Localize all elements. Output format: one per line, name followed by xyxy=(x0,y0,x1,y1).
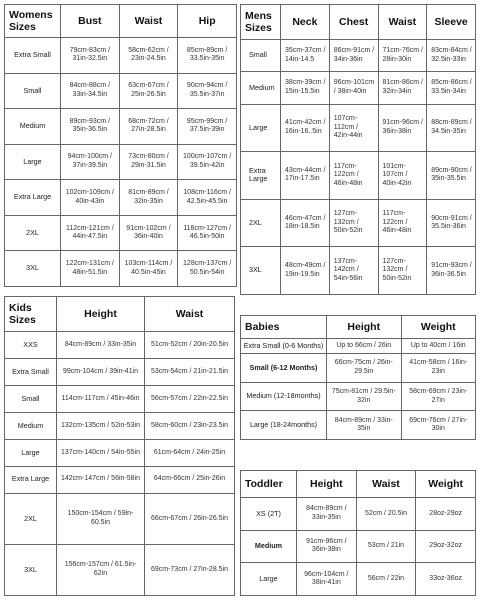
row-label: Large xyxy=(241,563,297,596)
row-label: 2XL xyxy=(5,215,61,251)
table-cell: 53cm-54cm / 21in-21.5in xyxy=(145,358,235,385)
row-label: Small xyxy=(5,73,61,109)
womens-header-hip: Hip xyxy=(178,5,237,38)
table-cell: 90cm-94cm / 35.5in-37in xyxy=(178,73,237,109)
womens-header-waist: Waist xyxy=(119,5,178,38)
table-row xyxy=(5,73,237,109)
table-cell: 95cm-99cm / 37.5in-39in xyxy=(178,109,237,145)
table-cell: 84cm-89cm / 33in-35in xyxy=(57,332,145,359)
mens-header-chest: Chest xyxy=(329,5,378,40)
table-cell: 81cm-89cm / 32in-35in xyxy=(119,180,178,216)
row-label: Large xyxy=(5,144,61,180)
table-cell: 88cm-89cm / 34.5in-35in xyxy=(427,104,476,152)
babies-header-height: Height xyxy=(327,316,402,339)
table-cell: 91cm-96cm / 36in-38in xyxy=(378,104,427,152)
table-cell: 108cm-116cm / 42.5in-45.5in xyxy=(178,180,237,216)
babies-size-table xyxy=(240,315,476,440)
kids-size-table xyxy=(4,296,235,596)
row-label: 3XL xyxy=(5,544,57,595)
table-cell: 128cm-137cm / 50.5in-54in xyxy=(178,251,237,287)
table-row xyxy=(5,439,235,466)
table-cell: 66cm-75cm / 26in-29.5in xyxy=(327,354,402,383)
row-label: Medium xyxy=(241,530,297,563)
table-row xyxy=(5,144,237,180)
babies-title: Babies xyxy=(241,316,327,339)
table-cell: Up to 40cm / 16in xyxy=(401,339,476,354)
table-cell: 48cm-49cm / 19in-19.5in xyxy=(281,247,330,295)
row-label: Extra Small (0-6 Months) xyxy=(241,339,327,354)
toddler-header-height: Height xyxy=(297,471,357,498)
table-cell: 137cm-142cm / 54in-56in xyxy=(329,247,378,295)
row-label: 2XL xyxy=(241,199,281,247)
table-row xyxy=(5,493,235,544)
table-cell: 103cm-114cm / 40.5in-45in xyxy=(119,251,178,287)
table-cell: 58cm-69cm / 23in-27in xyxy=(401,382,476,411)
table-row xyxy=(5,385,235,412)
table-cell: 94cm-100cm / 37in-39.5in xyxy=(61,144,120,180)
table-cell: 56cm-57cm / 22in-22.5in xyxy=(145,385,235,412)
table-cell: 142cm-147cm / 56in-58in xyxy=(57,466,145,493)
table-cell: 127cm-132cm / 50in-52in xyxy=(378,247,427,295)
table-cell: 73cm-80cm / 29in-31.5in xyxy=(119,144,178,180)
table-cell: 91cm-102cm / 36in-40in xyxy=(119,215,178,251)
row-label: Large xyxy=(5,439,57,466)
kids-title: Kids Sizes xyxy=(5,297,57,332)
table-cell: Up to 66cm / 26in xyxy=(327,339,402,354)
table-cell: 69cm-76cm / 27in-30in xyxy=(401,411,476,440)
table-cell: 63cm-67cm / 25in-26.5in xyxy=(119,73,178,109)
row-label: XS (2T) xyxy=(241,498,297,531)
table-row xyxy=(241,104,476,152)
toddler-size-table xyxy=(240,470,476,596)
table-cell: 51cm-52cm / 20in-20.5in xyxy=(145,332,235,359)
table-row xyxy=(241,152,476,200)
table-cell: 53cm / 21in xyxy=(356,530,416,563)
table-cell: 96cm-101cm / 38in-40in xyxy=(329,72,378,104)
table-cell: 41cm-42cm / 16in-16..5in xyxy=(281,104,330,152)
table-cell: 132cm-135cm / 52in-53in xyxy=(57,412,145,439)
kids-header-waist: Waist xyxy=(145,297,235,332)
table-cell: 85cm-89cm / 33.5in-35in xyxy=(178,38,237,74)
table-cell: 91cm-93cm / 36in-36.5in xyxy=(427,247,476,295)
mens-header-waist: Waist xyxy=(378,5,427,40)
table-cell: 35cm-37cm / 14in-14.5 xyxy=(281,40,330,72)
table-row xyxy=(5,180,237,216)
table-cell: 38cm-39cm / 15in-15.5in xyxy=(281,72,330,104)
table-row xyxy=(5,38,237,74)
table-cell: 29oz-32oz xyxy=(416,530,476,563)
table-row xyxy=(5,466,235,493)
table-cell: 102cm-109cm / 40in-43in xyxy=(61,180,120,216)
row-label: Extra Small xyxy=(5,358,57,385)
mens-size-table xyxy=(240,4,476,295)
table-cell: 91cm-96cm / 36in-38in xyxy=(297,530,357,563)
table-cell: 156cm-157cm / 61.5in-62in xyxy=(57,544,145,595)
mens-header-neck: Neck xyxy=(281,5,330,40)
table-row xyxy=(241,247,476,295)
table-cell: 83cm-84cm / 32.5in-33in xyxy=(427,40,476,72)
row-label: 3XL xyxy=(241,247,281,295)
row-label: Extra Small xyxy=(5,38,61,74)
table-row xyxy=(241,382,476,411)
table-row xyxy=(241,354,476,383)
table-cell: 84cm-89cm / 33in-35in xyxy=(297,498,357,531)
table-row xyxy=(5,412,235,439)
row-label: Medium xyxy=(5,412,57,439)
row-label: Medium xyxy=(5,109,61,145)
row-label: Large (18-24months) xyxy=(241,411,327,440)
table-row xyxy=(5,544,235,595)
table-cell: 58cm-60cm / 23in-23.5in xyxy=(145,412,235,439)
table-row xyxy=(241,530,476,563)
table-cell: 69cm-73cm / 27in-28.5in xyxy=(145,544,235,595)
table-cell: 84cm-88cm / 33in-34.5in xyxy=(61,73,120,109)
row-label: Extra Large xyxy=(5,466,57,493)
table-cell: 81cm-86cm / 32in-34in xyxy=(378,72,427,104)
table-cell: 101cm-107cm / 40in-42in xyxy=(378,152,427,200)
table-cell: 107cm-112cm / 42in-44in xyxy=(329,104,378,152)
table-cell: 127cm-132cm / 50in-52in xyxy=(329,199,378,247)
mens-header-sleeve: Sleeve xyxy=(427,5,476,40)
table-cell: 68cm-72cm / 27in-28.5in xyxy=(119,109,178,145)
table-cell: 96cm-104cm / 38in-41in xyxy=(297,563,357,596)
table-row xyxy=(241,199,476,247)
table-cell: 52cm / 20.5in xyxy=(356,498,416,531)
table-cell: 58cm-62cm / 23in-24.5in xyxy=(119,38,178,74)
table-row xyxy=(241,498,476,531)
table-cell: 90cm-91cm / 35.5in-36in xyxy=(427,199,476,247)
table-cell: 150cm-154cm / 59in-60.5in xyxy=(57,493,145,544)
table-row xyxy=(241,40,476,72)
table-cell: 61cm-64cm / 24in-25in xyxy=(145,439,235,466)
table-cell: 117cm-122cm / 46in-48in xyxy=(378,199,427,247)
table-cell: 43cm-44cm / 17in-17.5in xyxy=(281,152,330,200)
table-cell: 79cm-83cm / 31in-32.5in xyxy=(61,38,120,74)
row-label: Medium (12-18months) xyxy=(241,382,327,411)
table-cell: 46cm-47cm / 18in-18.5in xyxy=(281,199,330,247)
row-label: Large xyxy=(241,104,281,152)
table-cell: 85cm-86cm / 33.5in-34in xyxy=(427,72,476,104)
table-cell: 112cm-121cm / 44in-47.5in xyxy=(61,215,120,251)
row-label: Small xyxy=(241,40,281,72)
table-row xyxy=(5,215,237,251)
table-row xyxy=(5,358,235,385)
toddler-title: Toddler xyxy=(241,471,297,498)
table-row xyxy=(241,339,476,354)
babies-header-weight: Weight xyxy=(401,316,476,339)
row-label: Extra Large xyxy=(5,180,61,216)
row-label: 3XL xyxy=(5,251,61,287)
table-cell: 64cm-66cm / 25in-26in xyxy=(145,466,235,493)
womens-header-bust: Bust xyxy=(61,5,120,38)
womens-title: Womens Sizes xyxy=(5,5,61,38)
table-row xyxy=(5,109,237,145)
row-label: XXS xyxy=(5,332,57,359)
table-cell: 84cm-89cm / 33in-35in xyxy=(327,411,402,440)
table-cell: 75cm-81cm / 29.5in-32in xyxy=(327,382,402,411)
table-row xyxy=(241,411,476,440)
row-label: Small xyxy=(5,385,57,412)
row-label: Medium xyxy=(241,72,281,104)
table-cell: 86cm-91cm / 34in-36in xyxy=(329,40,378,72)
table-cell: 71cm-76cm / 28in-30in xyxy=(378,40,427,72)
mens-title: Mens Sizes xyxy=(241,5,281,40)
row-label: 2XL xyxy=(5,493,57,544)
table-cell: 56cm / 22in xyxy=(356,563,416,596)
table-cell: 89cm-90cm / 35in-35.5in xyxy=(427,152,476,200)
table-cell: 41cm-58cm / 16in-23in xyxy=(401,354,476,383)
kids-header-height: Height xyxy=(57,297,145,332)
table-cell: 89cm-93cm / 35in-36.5in xyxy=(61,109,120,145)
table-cell: 100cm-107cm / 39.5in-42in xyxy=(178,144,237,180)
row-label: Small (6-12 Months) xyxy=(241,354,327,383)
table-cell: 122cm-131cm / 48in-51.5in xyxy=(61,251,120,287)
table-cell: 28oz-29oz xyxy=(416,498,476,531)
table-row xyxy=(241,72,476,104)
toddler-header-weight: Weight xyxy=(416,471,476,498)
table-cell: 66cm-67cm / 26in-26.5in xyxy=(145,493,235,544)
table-row xyxy=(5,332,235,359)
table-cell: 117cm-122cm / 46in-48in xyxy=(329,152,378,200)
womens-size-table xyxy=(4,4,237,287)
row-label: Extra Large xyxy=(241,152,281,200)
table-cell: 99cm-104cm / 39in-41in xyxy=(57,358,145,385)
table-row xyxy=(241,563,476,596)
toddler-header-waist: Waist xyxy=(356,471,416,498)
table-cell: 137cm-140cm / 54in-55in xyxy=(57,439,145,466)
table-row xyxy=(5,251,237,287)
table-cell: 118cm-127cm / 46.5in-50in xyxy=(178,215,237,251)
table-cell: 114cm-117cm / 45in-46in xyxy=(57,385,145,412)
table-cell: 33oz-36oz xyxy=(416,563,476,596)
